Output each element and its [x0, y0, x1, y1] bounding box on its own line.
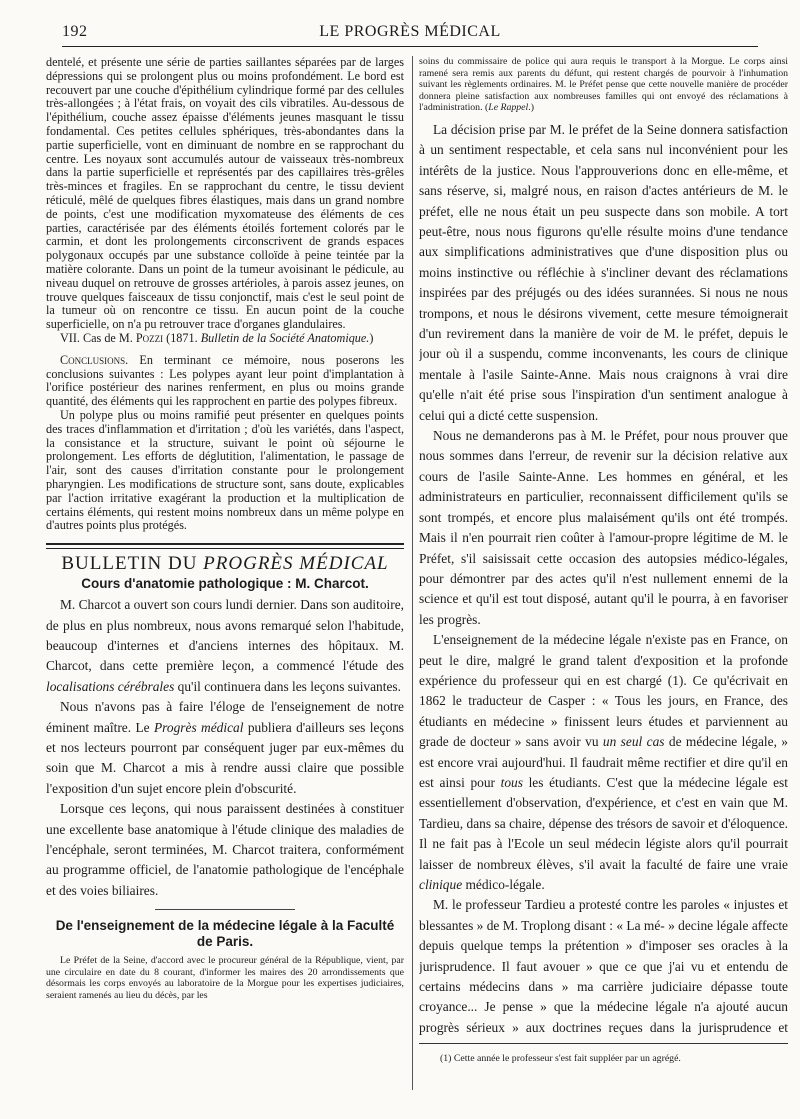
footnote: (1) Cette année le professeur s'est fait suppléer par un agrégé.: [440, 1053, 681, 1064]
charcot-course-paragraph: M. Charcot a ouvert son cours lundi dernier. Dans son auditoire, de plus en plus nombreux, nous avons remarqué selon l'habitude, beaucoup d'internes et d'anciens internes des hôpitaux. M. Charcot, dans cette première leçon, a commencé l'étude des localisations cérébrales qu'il continuera dans les leçons suivantes.: [46, 597, 404, 694]
tardieu-troplong-paragraph: M. le professeur Tardieu a protesté contre les paroles « injustes et blessantes » de M. Troplong disant : « La mé- » decine légale affecte depuis quelque temps la prétention » d'imposer ses oracles à la jurisprudence. Il faut avouer » que ce que j'ai vu et entendu de certains médecins dans » ma carrière judiciaire dépasse toute croyance... Je pense » que la médecine légale n'a ajouté aucun progrès sérieux » aux doctrines reçues dans la jurisprudence et: [419, 897, 788, 1035]
case-reference: VII. Cas de M. Pozzi (1871. Bulletin de la Société Anatomique.): [60, 330, 374, 345]
page-header: [62, 20, 758, 47]
lessons-paragraph: Lorsque ces leçons, qui nous paraissent destinées à constituer une excellente base anatomique à l'étude clinique des maladies de l'encéphale, seront terminées, M. Charcot traitera, conformément au programme officiel, de l'anatomie pathologique de l'encéphale et des voies biliaires.: [46, 801, 404, 898]
column-divider: [412, 56, 413, 1090]
bulletin-subtitle: Cours d'anatomie pathologique : M. Charcot.: [81, 576, 369, 592]
polyp-description-paragraph: dentelé, et présente une série de parties saillantes séparées par de larges dépressions qui se prolongent plus ou moins profondément. Le bord est recouvert par une couche d'épithélium cylindrique formé par des cellules très-allongées ; à l'état frais, on voyait des cils vibratiles. Au-dessous de l'épithélium, couche assez épaisse d'éléments jeunes masquant le tissu fondamental. Ces petites cellules sphériques, très-abondantes dans la partie superficielle, vont en diminuant de nombre en se rapprochant du centre. Les noyaux sont accumulés autour de vaisseaux très-nombreux dans la partie superficielle et représentés par des capillaires très-grêles très-minces et fragiles. En se rapprochant du centre, le tissu devient réticulé, mêlé de quelques fibres élastiques, mais dans un grand nombre de points, c'est une modification myxomateuse des éléments de ces parties, caractérisée par des éléments étoilés fortement colorés par le carmin, et dont les prolongements circonscrivent de grands espaces polygonaux occupés par une substance colloïde à peine teintée par la matière colorante. Dans un point de la tumeur avoisinant le pédicule, au niveau duquel on retrouve de grosses artérioles, à parois assez jeunes, on trouve quelques faisceaux de tissu conjonctif, mais c'est le seul point de la tumeur où on rencontre ce tissu. En aucun point de la couche superficielle, on n'a pu retrouver trace d'organes glandulaires.: [46, 56, 404, 332]
left-column: [46, 56, 404, 1002]
conclusions-paragraph: Conclusions. En terminant ce mémoire, nous poserons les conclusions suivantes : Les polypes ayant leur point d'implantation à l'orifice postérieur des narines renferment, en plus ou moins grande quantité, des éléments qui les rapprochent en partie des polypes fibreux.: [46, 352, 404, 409]
bulletin-title: BULLETIN DU PROGRÈS MÉDICAL: [61, 553, 389, 575]
decision-paragraph: La décision prise par M. le préfet de la Seine donnera satisfaction à un sentiment respectable, et cela sans nul inconvénient pour les intérêts de la justice. Nous l'approuverions donc en elle-même, et sans réserve, si, malgré nous, en raison d'actes antérieurs de M. le préfet, elle ne nous était un peu suspecte dans son mobile. A tort peut-être, nous nous figurons qu'elle résulte moins d'une tendance aux simplifications administratives que d'une disposition plus ou moins instinctive ou réfléchie à s'incliner devant des réclamations inspirées par des préjugés ou des idées surannées. Si nous ne nous trompons, et nous le désirons vivement, cette mesure témoignerait d'un revirement dans la manière de voir de M. le préfet, depuis le jour où il a suspendu, comme inconvenants, les cours de clinique mentale à l'asile Sainte-Anne. Mais nous craignons à vrai dire qu'elle n'ait été prise sous l'inspiration d'un sentiment analogue à celui qui a dicté cette suspension.: [419, 121, 788, 423]
prefect-notice-paragraph: Le Préfet de la Seine, d'accord avec le procureur général de la République, vient, par une circulaire en date du 8 courant, d'informer les maires des 20 arrondissements que désormais les corps envoyés au laboratoire de la Morgue pour les expertises judiciaires, seraient ramenés au lieu du décès, par les: [46, 955, 404, 1001]
right-column: [419, 56, 788, 1040]
page-number: 192: [62, 23, 88, 40]
praise-paragraph: Nous n'avons pas à faire l'éloge de l'enseignement de notre éminent maître. Le Progrès médical publiera d'ailleurs ses leçons et nos lecteurs pourront par conséquent juger par eux-mêmes du soin que M. Charcot a mis à rendre aussi claire que possible l'exposition d'un sujet encore plein d'obscurité.: [46, 699, 404, 796]
prefect-notice-continued: soins du commissaire de police qui aura requis le transport à la Morgue. Le corps ainsi ramené sera remis aux parents du défunt, qui restent chargés de pourvoir à l'inhumation suivant les règlements ordinaires. M. le Préfet pense que cette nouvelle manière de procéder donnera pleine satisfaction aux nombreuses familles qui ont envoyé des réclamations à l'administration. (Le Rappel.): [419, 56, 788, 114]
bulletin-double-rule: [46, 543, 404, 549]
legal-medicine-teaching-paragraph: L'enseignement de la médecine légale n'existe pas en France, on peut le dire, malgré le grand talent d'exposition et la profonde expérience du professeur qui en est chargé (1). Ce qu'écrivait en 1862 le traducteur de Casper : « Tous les jours, en France, des étudiants en médecine » finissent leurs études et parviennent au grade de docteur » sans avoir vu un seul cas de médecine légale, » est encore vrai aujourd'hui. Il faudrait même rectifier et dire qu'il en est ainsi pour tous les étudiants. C'est que la médecine légale est essentiellement d'observation, d'expérience, et c'est en vain que M. Tardieu, dans sa chaire, dépense des trésors de savoir et d'éloquence. Il ne fait pas à l'Ecole un seul médecin légiste alors qu'il pourrait laisser de nombreux élèves, s'il avait la faculté de faire une vraie clinique médico-légale.: [419, 632, 788, 892]
ramified-polyp-paragraph: Un polype plus ou moins ramifié peut présenter en quelques points des traces d'inflammation et d'irritation ; d'où les variétés, dans l'aspect, la consistance et la structure, suivant le point où séjourne le prolongement. Les efforts de déglutition, l'alimentation, le passage de l'air, sont des causes d'irritation constante pour le prolongement pharyngien. Les modifications de structure sont, sans doute, explicables par l'action irritative exagérant la production et la multiplication de certains éléments, qui restent moins nombreux dans un même polype en d'autres points plus protégés.: [46, 407, 404, 533]
section-separator: [155, 909, 295, 910]
request-paragraph: Nous ne demanderons pas à M. le Préfet, pour nous prouver que nous sommes dans l'erreur, de revenir sur la décision relative aux cours de l'asile Sainte-Anne. Les hommes en général, et les administrateurs en particulier, reconnaissent difficilement qu'ils se sont trompés, et encore plus malaisément qu'ils ont été trompés. Mais il n'en pourrait rien coûter à l'amour-propre légitime de M. le Préfet, s'il saisissait cette occasion des autopsies médico-légales, pour démontrer par des actes qu'il n'est nullement ennemi de la science et qu'il est tout disposé, autant qu'il le pourra, à en favoriser les progrès.: [419, 428, 788, 627]
conclusions-heading: Conclusions.: [60, 352, 129, 367]
section-heading: De l'enseignement de la médecine légale à la Faculté de Paris.: [55, 918, 395, 950]
journal-title: LE PROGRÈS MÉDICAL: [319, 23, 501, 40]
footnote-rule: [419, 1043, 788, 1044]
